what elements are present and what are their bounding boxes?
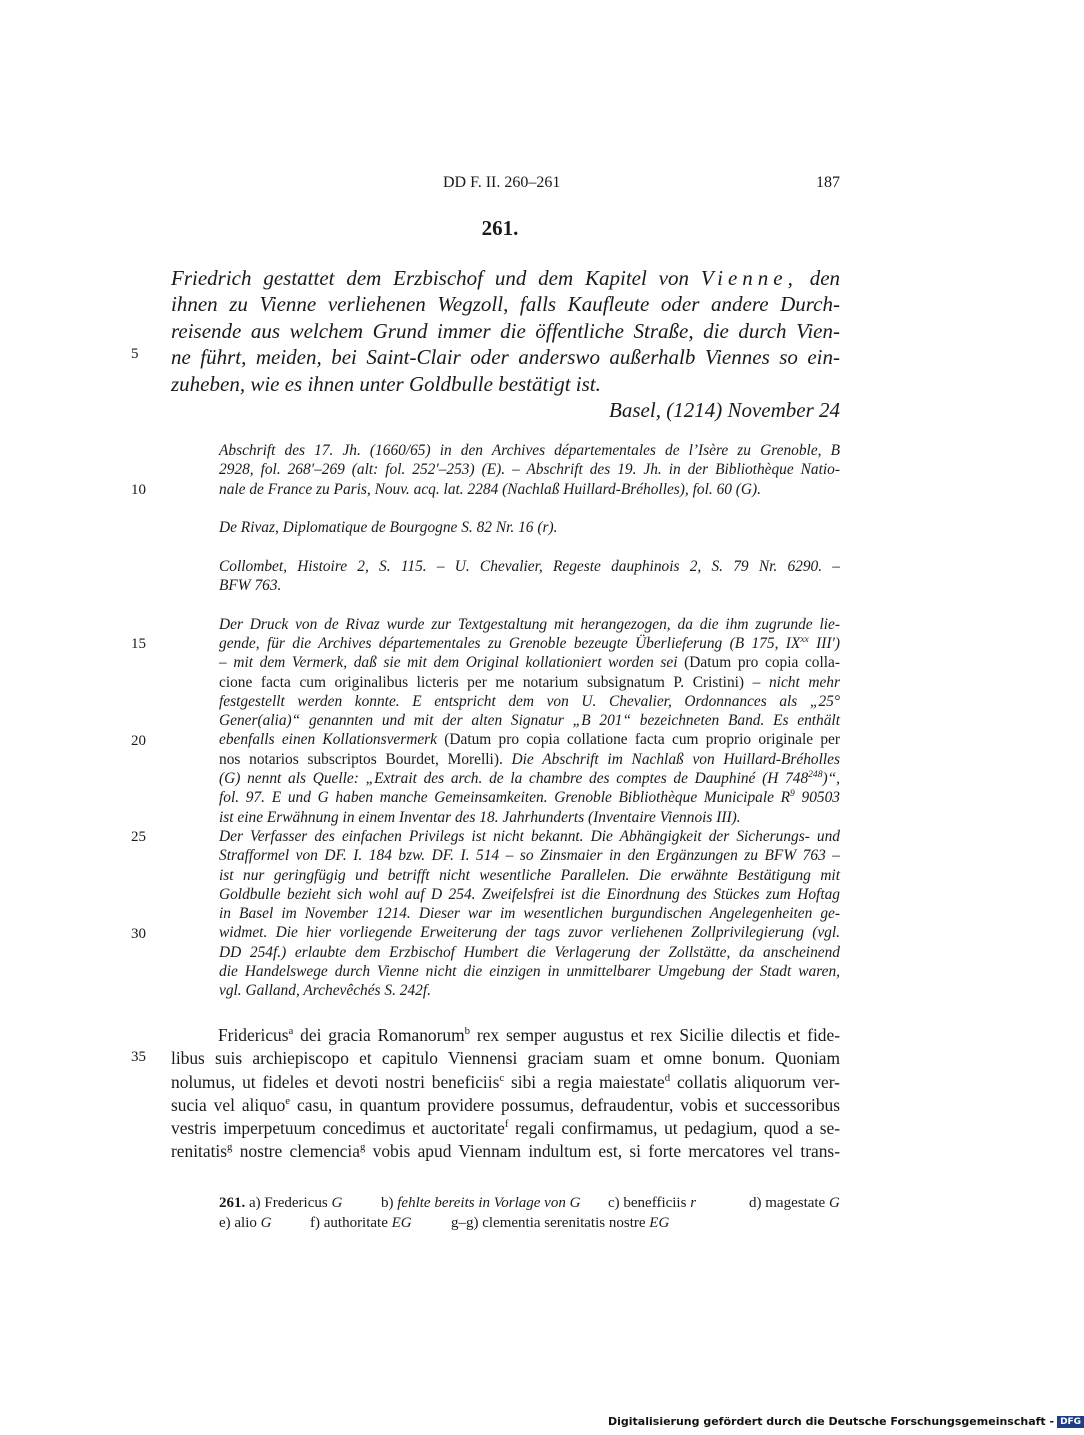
regest-line: ihnen zu Vienne verliehenen Wegzoll, falls Kaufleute oder andere Durch- [171,292,840,317]
text-line: sucia vel aliquo$^e$ casu, in quantum providere possumus, defraudentur, vobis et successoribus [171,1094,840,1115]
line-number: 30 [131,926,146,942]
note-line: widmet. Die hier vorliegende Erweiterung der tags zuvor verliehenen Zollprivilegierung (vgl. [219,924,840,942]
line-number: 5 [131,346,139,362]
line-number: 10 [131,482,146,498]
note-line: Abschrift des 17. Jh. (1660/65) in den Archives départementales de l’Isère zu Grenoble, B [219,442,840,459]
regest-line: zuheben, wie es ihnen unter Goldbulle bestätigt ist. [171,371,601,396]
note-line: Strafformel von DF. I. 184 bzw. DF. I. 514 – so Zinsmaier in den Ergänzungen zu BFW 763 – [219,847,840,865]
line-number: 35 [131,1049,146,1065]
footnote-line: 261. a) Fredericus G b) fehlte bereits in Vorlage von G c) benefficiis r d) magestate G [219,1195,840,1211]
note-line: nos notarios subscriptos Bourdet, Morelli). Die Abschrift im Nachlaß von Huillard-Bréholles [219,750,840,768]
line-number: 25 [131,829,146,845]
charter-text [171,1024,840,1164]
dfg-logo: DFG [1057,1416,1084,1428]
footnote-d: d) magestate G [749,1195,840,1211]
note-line: Collombet, Histoire 2, S. 115. – U. Chevalier, Regeste dauphinois 2, S. 79 Nr. 6290. – [219,557,840,575]
footnote-f: f) authoritate EG [310,1215,412,1231]
footnote-marker: e [285,1095,291,1108]
note-line: Goldbulle bezieht sich wohl auf D 254. Zweifelsfrei ist die Einordnung des Stückes zum Hoftag [219,885,840,903]
note-line: gende, für die Archives départementales zu Grenoble bezeugte Überlieferung (B 175, IX$^{xx}$ III′) [219,633,841,652]
note-line: die Handelswege durch Vienne nicht die einzigen in unmittelbarer Umgebung der Stadt waren, [219,963,840,981]
running-head: DD F. II. 260–261 [443,174,561,191]
note-line: ist eine Erwähnung in einem Inventar des 18. Jahrhunderts (Inventaire Viennois III). [219,808,741,826]
text-footnotes [219,1193,840,1233]
footnote-marker: c [499,1071,505,1084]
footnote-c: c) benefficiis r [608,1195,697,1211]
note-line: festgestellt werden konnte. E entspricht dem von U. Chevalier, Ordonnances als „25° [219,692,840,710]
note-line: ist nur geringfügig und betrifft nicht wesentliche Parallelen. Die erwähnte Bestätigung mit [219,866,840,884]
place-name: Vienne, [700,266,798,290]
line-number: 20 [131,733,146,749]
note-line: De Rivaz, Diplomatique de Bourgogne S. 82 Nr. 16 (r). [219,519,558,537]
page-number: 187 [816,174,840,191]
regest [171,265,840,423]
note-line: Der Verfasser des einfachen Privilegs ist nicht bekannt. Die Abhängigkeit der Sicherungs- und [219,827,840,845]
note-line: DD 254f.) erlaubte dem Erzbischof Humbert die Verlagerung der Zollstätte, da anscheinend [219,943,840,961]
regest-line: reisende aus welchem Grund immer die öffentliche Straße, die durch Vien- [171,318,840,343]
footnote-marker: d [664,1071,671,1084]
note-line: nale de France zu Paris, Nouv. acq. lat. 2284 (Nachlaß Huillard-Bréholles), fol. 60 (G). [219,480,762,498]
footnote-b: b) fehlte bereits in Vorlage von G [381,1195,581,1211]
text-line: vestris imperpetuum concedimus et auctoritate$^f$ regali confirmamus, ut pedagium, quod a se- [171,1118,841,1139]
note-line: 2928, fol. 268′–269 (alt: fol. 252′–253) (E). – Abschrift des 19. Jh. in der Bibliothèque Natio- [219,461,840,479]
note-line: fol. 97. E und G haben manche Gemeinsamkeiten. Grenoble Bibliothèque Municipale $R^9$ 90503 [219,788,840,807]
footnote-marker: f [504,1118,509,1131]
commentary-notes [219,441,840,1001]
note-line: ebenfalls einen Kollationsvermerk (Datum pro copia collatione facta cum proprio originale per [219,731,840,749]
note-line: in Basel im November 1214. Dieser war im wesentlichen burgundischen Angelegenheiten ge- [219,905,840,923]
note-line: – mit dem Vermerk, daß sie mit dem Original kollationiert worden sei (Datum pro copia colla- [219,654,840,672]
footnote-doc-number: 261. [219,1195,246,1211]
text-line: nolumus, ut fideles et devoti nostri beneficiis$^c$ sibi a regia maiestate$^d$ collatis aliquorum ver- [171,1071,840,1092]
note-line: cione facta cum originalibus licteris per me notarium subsignatum P. Cristini) – nicht mehr [219,673,840,691]
regest-date: Basel, (1214) November 24 [609,397,840,422]
line-number: 15 [131,636,146,652]
footnote-marker: a [288,1025,294,1038]
footnote-line [219,1213,840,1233]
regest-line: Friedrich gestattet dem Erzbischof und dem Kapitel von Vienne, den [171,266,841,290]
text-line: renitatis$^g$ nostre clemencia$^g$ vobis apud Viennam indultum est, si forte mercatores vel trans- [171,1141,840,1162]
text-line: Fridericus$^a$ dei gracia Romanorum$^b$ rex semper augustus et rex Sicilie dilectis et fide- [218,1025,840,1045]
text-line: libus suis archiepiscopo et capitulo Viennensi graciam suam et omne bonum. Quoniam [171,1048,840,1069]
note-line: Der Druck von de Rivaz wurde zur Textgestaltung mit herangezogen, da die ihm zugrunde lie- [219,615,840,633]
note-line: vgl. Galland, Archevêchés S. 242f. [219,982,431,1000]
footnote-marker: g [359,1141,366,1154]
regest-line: ne führt, meiden, bei Saint-Clair oder anderswo außerhalb Viennes so ein- [171,345,840,370]
note-line: (G) nennt als Quelle: „Extrait des arch. de la chambre des comptes de Dauphiné (H $748^{248})“$, [219,768,840,788]
funding-credit: Digitalisierung gefördert durch die Deutsche Forschungsgemeinschaft - DFG [608,1415,1084,1428]
note-line: Gener(alia)“ genannten und mit der alten Signatur „B 201“ bezeichneten Band. Es enthält [219,712,840,730]
footnote-marker: g [227,1141,233,1154]
footnote-e: e) alio G [219,1215,272,1231]
note-line: BFW 763. [219,577,282,595]
footnote-g: g–g) clementia serenitatis nostre EG [451,1215,670,1231]
document-number: 261. [481,216,519,240]
footnote-marker: b [464,1025,470,1038]
